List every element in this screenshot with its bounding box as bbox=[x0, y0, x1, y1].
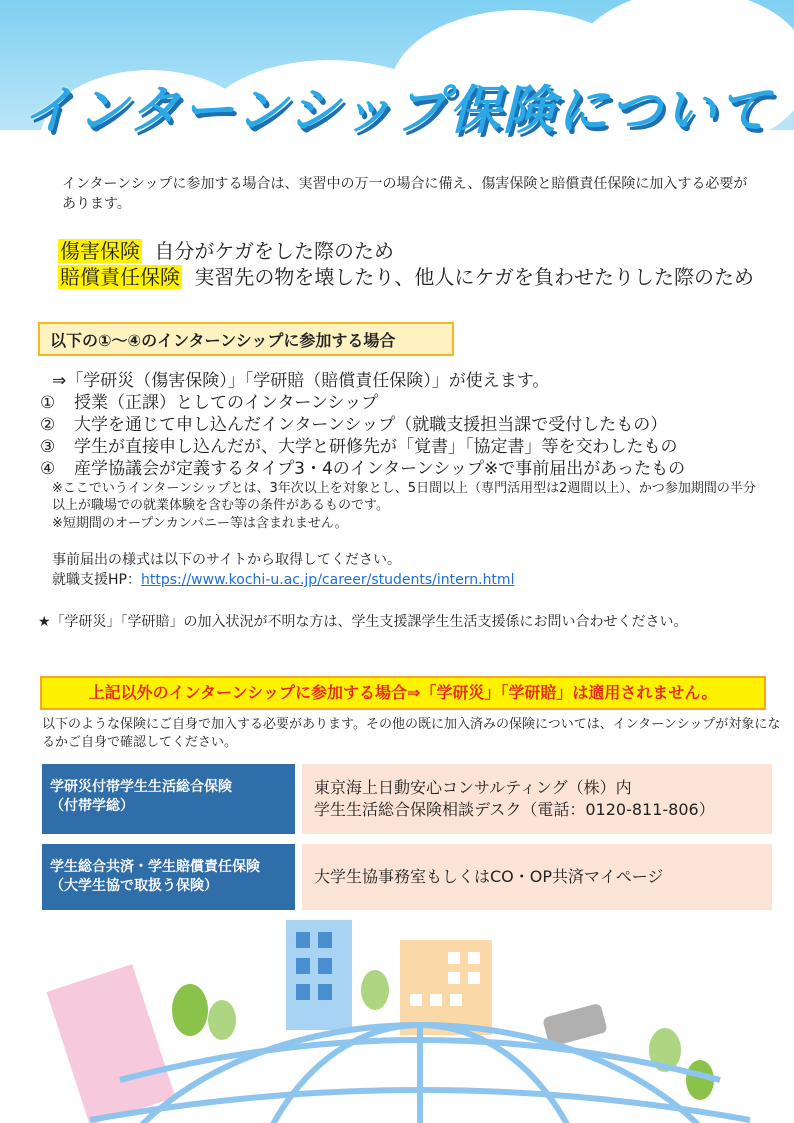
insurance-name: 傷害保険 bbox=[60, 239, 140, 263]
callout-box: 以下の①～④のインターンシップに参加する場合 bbox=[38, 322, 454, 356]
insurance-plan-name: 学生総合共済・学生賠償責任保険 bbox=[50, 859, 260, 875]
table-row-1-label bbox=[42, 764, 295, 834]
contact-line-1: 東京海上日動安心コンサルティング（株）内 bbox=[314, 778, 632, 797]
table-row-2-label bbox=[42, 844, 295, 910]
insurance-desc: 実習先の物を壊したり、他人にケガを負わせたりした際のため bbox=[194, 265, 754, 289]
hp-label: 就職支援HP： bbox=[52, 572, 141, 588]
hp-line bbox=[52, 570, 514, 590]
note-short-term: ※短期間のオープンカンパニー等は含まれません。 bbox=[52, 516, 348, 531]
case-text: 産学協議会が定義するタイプ3・4のインターンシップ※で事前届出があったもの bbox=[74, 459, 686, 479]
insurance-plan-sub: （大学生協で取扱う保険） bbox=[50, 878, 218, 894]
insurance-plan-name: 学研災付帯学生生活総合保険 bbox=[50, 779, 232, 795]
applicable-text: ⇒「学研災（傷害保険）」「学研賠（賠償責任保険）」が使えます。 bbox=[52, 371, 550, 391]
insurance-row-1 bbox=[58, 238, 394, 264]
list-item bbox=[40, 458, 780, 480]
insurance-plan-sub: （付帯学総） bbox=[50, 798, 134, 814]
star-note: ★「学研災」「学研賠」の加入状況が不明な方は、学生支援課学生生活支援係にお問い合わせください。 bbox=[38, 614, 688, 630]
list-item bbox=[40, 436, 780, 458]
insurance-row-2 bbox=[58, 264, 754, 290]
insurance-desc: 自分がケガをした際のため bbox=[154, 239, 394, 263]
note-definition: ※ここでいうインターンシップとは、3年次以上を対象とし、5日間以上（専門活用型は2週間以上）、かつ参加期間の半分以上が職場での就業体験を含む等の条件があるものです。 bbox=[52, 481, 756, 513]
intro-text: インターンシップに参加する場合は、実習中の万一の場合に備え、傷害保険と賠償責任保険に加入する必要があります。 bbox=[62, 176, 748, 212]
case-text: 学生が直接申し込んだが、大学と研修先が「覚書」「協定書」等を交わしたもの bbox=[74, 437, 678, 457]
list-item bbox=[40, 414, 780, 436]
case-text: 授業（正課）としてのインターンシップ bbox=[74, 393, 379, 413]
case-text: 大学を通じて申し込んだインターンシップ（就職支援担当課で受付したもの） bbox=[74, 415, 668, 435]
contact-line-2: 学生生活総合保険相談デスク（電話：0120-811-806） bbox=[314, 800, 715, 819]
form-text: 事前届出の様式は以下のサイトから取得してください。 bbox=[52, 552, 402, 568]
insurance-name: 賠償責任保険 bbox=[60, 265, 180, 289]
table-row-2-contact bbox=[302, 844, 772, 910]
case-number: ① bbox=[40, 393, 56, 413]
list-item bbox=[40, 392, 780, 414]
case-number: ③ bbox=[40, 437, 56, 457]
notice-subtext: 以下のような保険にご自身で加入する必要があります。その他の既に加入済みの保険については、インターンシップが対象になるかご自身で確認してください。 bbox=[42, 717, 781, 750]
case-list bbox=[40, 392, 780, 480]
table-row-1-contact bbox=[302, 764, 772, 834]
notice-banner: 上記以外のインターンシップに参加する場合⇒「学研災」「学研賠」は適用されません。 bbox=[40, 676, 766, 710]
page-title: インターンシップ保険について bbox=[22, 81, 772, 141]
case-number: ④ bbox=[40, 459, 56, 479]
case-number: ② bbox=[40, 415, 56, 435]
career-support-link[interactable]: https://www.kochi-u.ac.jp/career/students/intern.html bbox=[140, 572, 515, 588]
contact-line-1: 大学生協事務室もしくはCO・OP共済マイページ bbox=[314, 867, 664, 886]
